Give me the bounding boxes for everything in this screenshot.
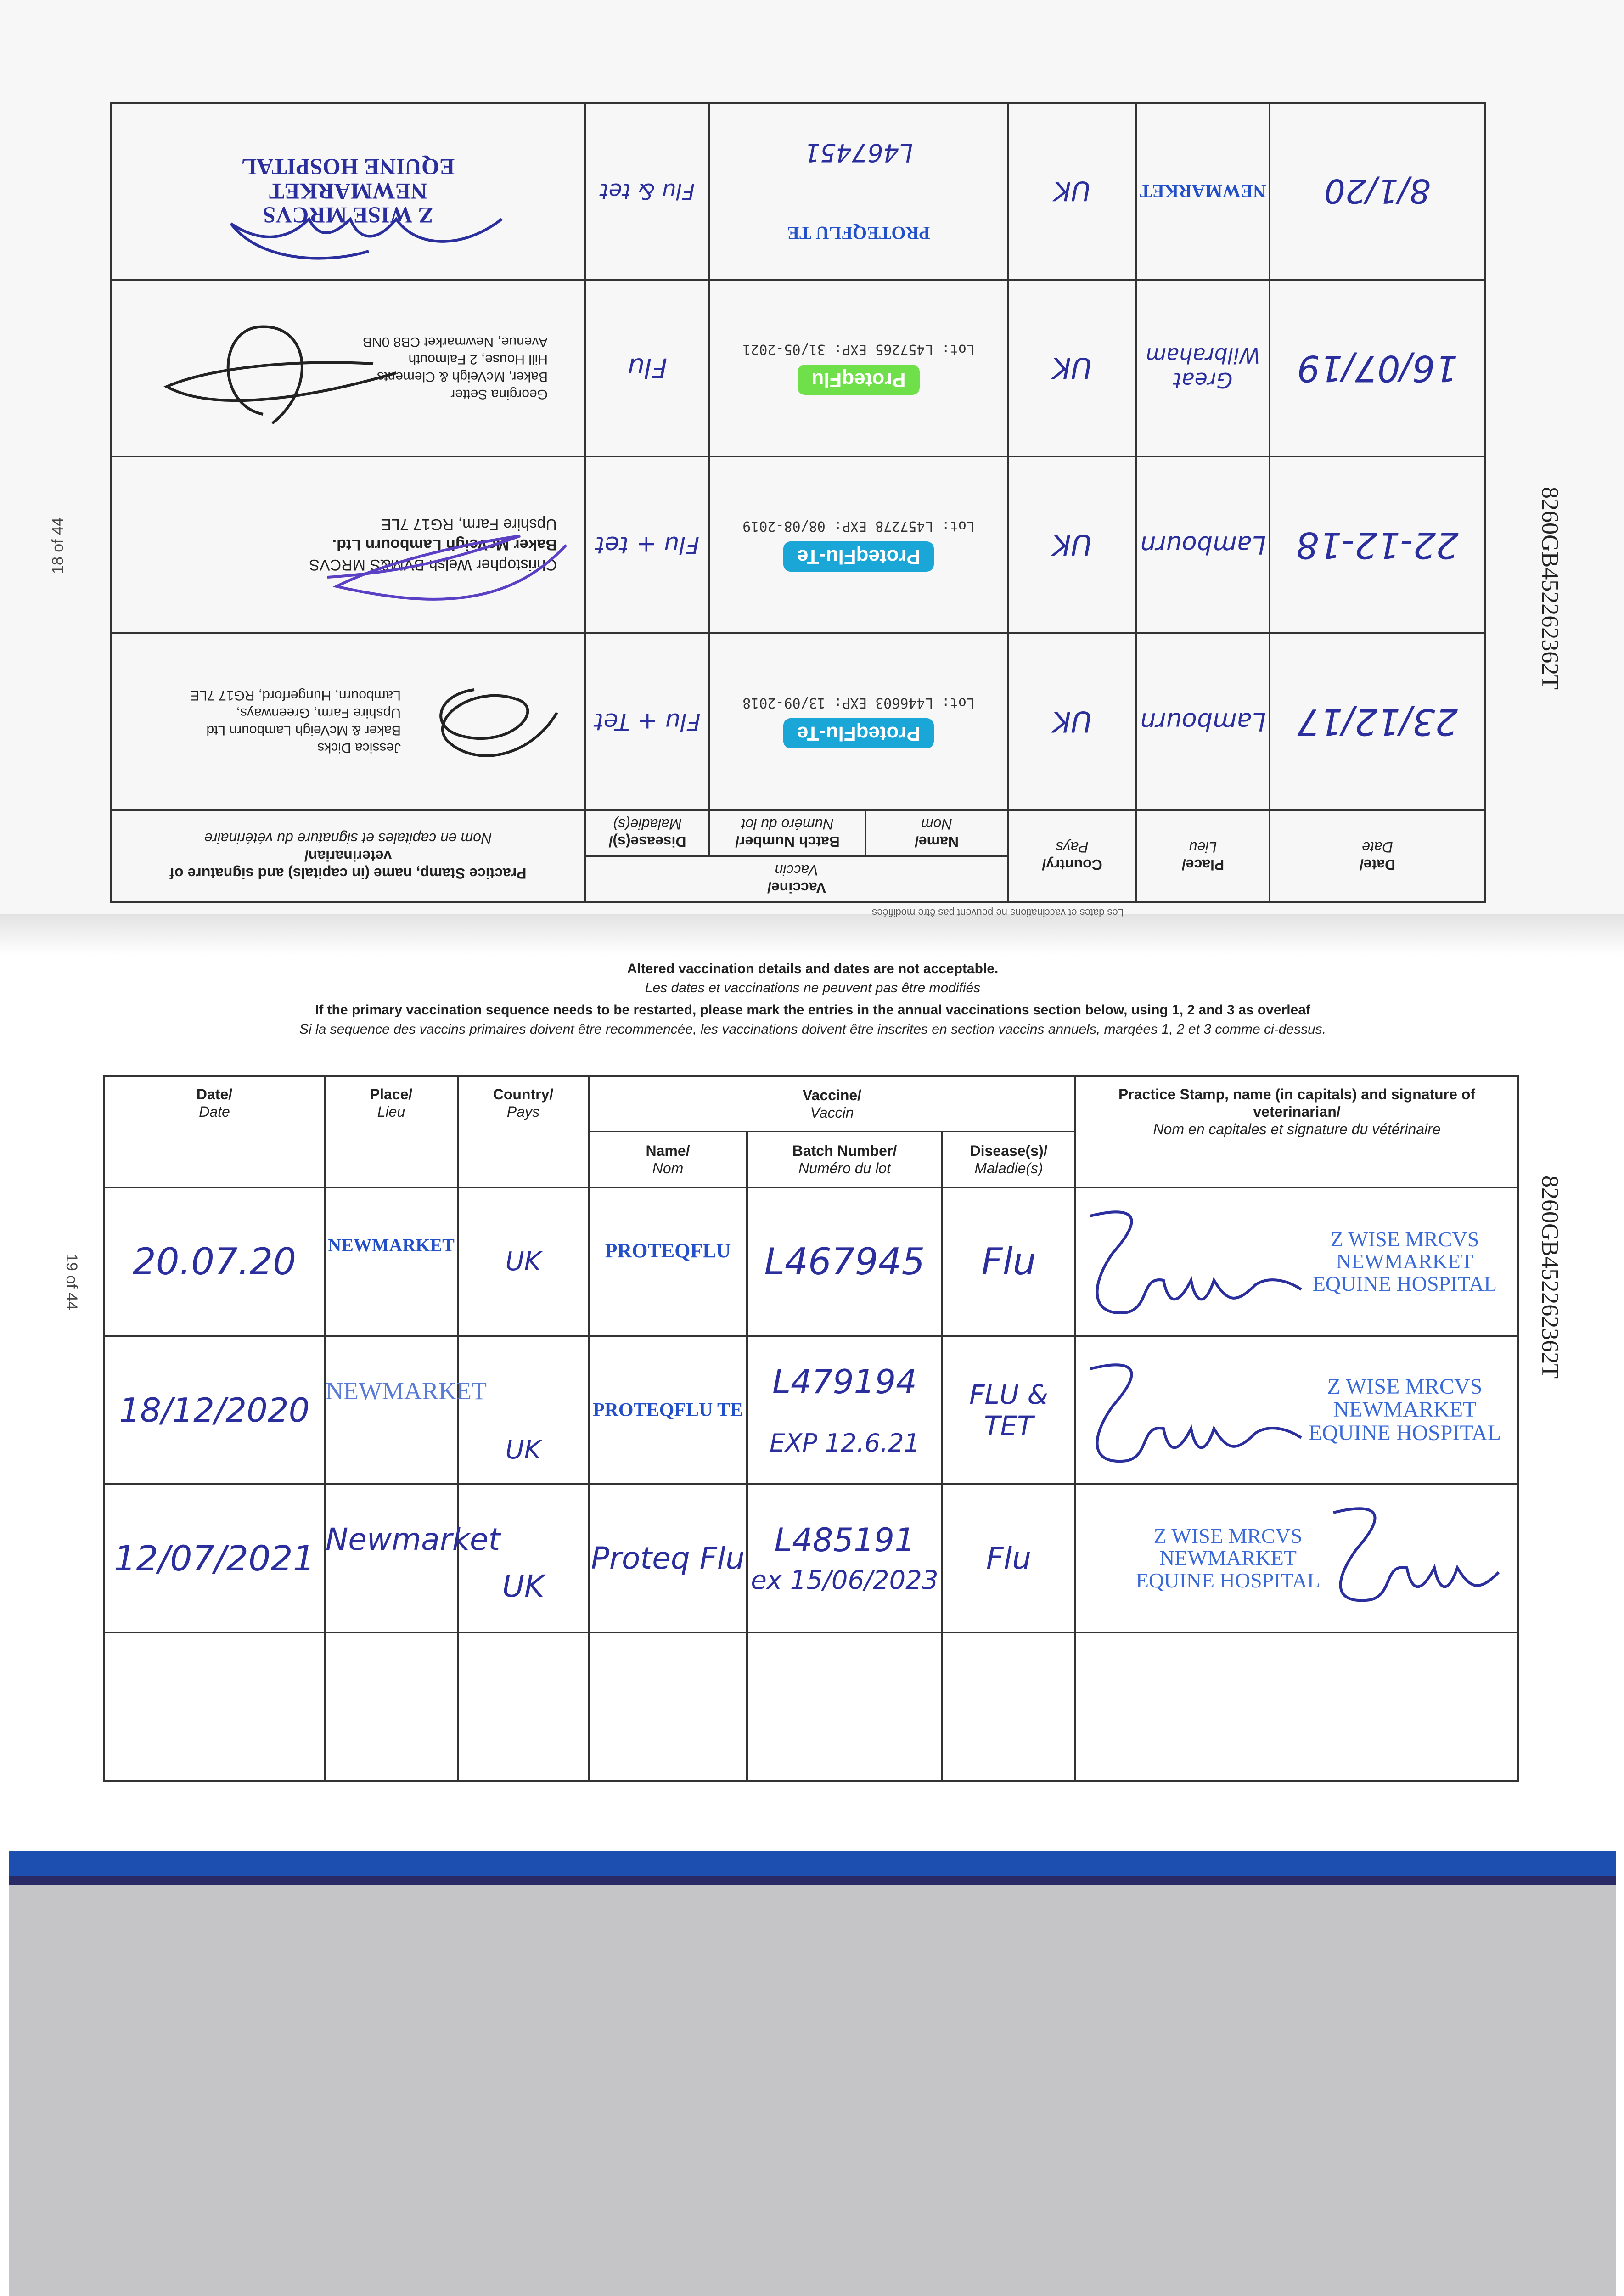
vaccine-name-stamp: PROTEQFLU TE	[787, 223, 930, 244]
bottom-page-number: 19 of 44	[63, 1254, 80, 1310]
header-date: Date/ Date	[104, 1076, 325, 1187]
stamp-cell	[1075, 1187, 1518, 1336]
stamp-cell	[1075, 1632, 1518, 1781]
country-cell: UK	[1008, 633, 1136, 810]
table-row	[111, 280, 1485, 456]
vaccine-name-cell: PROTEQFLU	[589, 1187, 747, 1336]
header-stamp: Practice Stamp, name (in capitals) and signature of veterinarian/ Nom en capitales et signature du vétérinaire	[1075, 1076, 1518, 1187]
disease-cell: Flu + tet	[585, 456, 709, 633]
place-cell: Lambourn	[1136, 456, 1270, 633]
header-vaccine: Vaccine/ Vaccin	[589, 1076, 1075, 1131]
place-cell	[325, 1632, 458, 1781]
country-cell: UK	[1008, 456, 1136, 633]
scanner-background	[9, 1885, 1616, 2296]
table-row	[111, 633, 1485, 810]
date-cell	[104, 1632, 325, 1781]
stamp-cell	[111, 456, 585, 633]
vaccine-sticker-cell	[709, 456, 1008, 633]
batch-cell	[747, 1336, 942, 1484]
batch-cell: L467945	[747, 1187, 942, 1336]
top-vaccination-table	[110, 102, 1486, 903]
table-row	[104, 1336, 1518, 1484]
signature	[415, 671, 566, 777]
header-country: Country/ Pays	[1008, 810, 1136, 902]
table-row	[111, 456, 1485, 633]
header-place: Place/ Lieu	[325, 1076, 458, 1187]
country-cell: UK	[458, 1484, 589, 1632]
disease-cell: Flu + Tet	[585, 633, 709, 810]
notice-line-2: Les dates et vaccinations ne peuvent pas être modifiés	[645, 980, 981, 996]
stamp-text: Z WISE MRCVS NEWMARKET EQUINE HOSPITAL	[1135, 1524, 1321, 1592]
batch-cell	[747, 1632, 942, 1781]
stamp-cell	[1075, 1484, 1518, 1632]
stamp-cell	[111, 633, 585, 810]
signature	[153, 304, 410, 442]
date-cell: 23/12/17	[1270, 633, 1485, 810]
stamp-text: Z WISE MRCVS NEWMARKET EQUINE HOSPITAL	[241, 154, 455, 229]
country-cell: UK	[1008, 280, 1136, 456]
stamp-text: Georgina Setter Baker, McVeigh & Clements Hill House, 2 Falmouth Avenue, Newmarket CB8 0NB	[363, 334, 548, 402]
disease-cell: Flu	[942, 1187, 1075, 1336]
place-cell: NEWMARKET	[1136, 103, 1270, 280]
notice-line-1: Altered vaccination details and dates are not acceptable.	[627, 961, 999, 976]
place-cell: Newmarket	[325, 1484, 458, 1632]
table-row	[104, 1484, 1518, 1632]
stamp-text: Christopher Welsh BVM&S MRCVS Baker McVeigh Lambourn Ltd. Upshire Farm, RG17 7LE	[309, 516, 557, 574]
header-disease: Disease(s)/ Maladie(s)	[585, 810, 709, 856]
header-name: Name/ Nom	[865, 810, 1008, 856]
stamp-text: Z WISE MRCVS NEWMARKET EQUINE HOSPITAL	[1309, 1374, 1501, 1445]
notice-line-4: Si la sequence des vaccins primaires doivent être recommencée, les vaccinations doivent être inscrites en section vaccins annuels, marqées 1, 2 et 3 comme ci-dessus.	[299, 1022, 1326, 1037]
signature	[1315, 1494, 1512, 1614]
disease-cell: Flu & tet	[585, 103, 709, 280]
table-row-empty	[104, 1632, 1518, 1781]
top-page-number: 18 of 44	[49, 518, 67, 574]
date-cell: 20.07.20	[104, 1187, 325, 1336]
vaccine-name-cell: PROTEQFLU TE	[589, 1336, 747, 1484]
serial-number-top: 8260GB452262362T	[1537, 487, 1563, 690]
header-country: Country/ Pays	[458, 1076, 589, 1187]
country-cell: UK	[1008, 103, 1136, 280]
country-cell: UK	[458, 1336, 589, 1484]
signature	[318, 522, 575, 614]
fold-note: Les dates et vaccinations ne peuvent pas être modifiées	[872, 907, 1124, 918]
header-name: Name/ Nom	[589, 1131, 747, 1187]
passport-cover-edge	[9, 1851, 1616, 1876]
header-batch: Batch Number/ Numéro du lot	[747, 1131, 942, 1187]
sticker-lot-line: Lot: L446603 EXP: 13/09-2018	[742, 695, 975, 711]
table-row	[111, 103, 1485, 280]
date-cell: 16/07/19	[1270, 280, 1485, 456]
batch-number: L479194	[772, 1362, 917, 1401]
header-stamp: Practice Stamp, name (in capitals) and signature of veterinarian/ Nom en capitales et signature du vétérinaire	[111, 810, 585, 902]
header-place: Place/ Lieu	[1136, 810, 1270, 902]
header-batch: Batch Number/ Numéro du lot	[709, 810, 865, 856]
stamp-cell	[1075, 1336, 1518, 1484]
batch-number: L467451	[804, 138, 913, 168]
stamp-cell	[111, 103, 585, 280]
signature	[1072, 1198, 1310, 1331]
vaccine-sticker-cell	[709, 633, 1008, 810]
date-cell: 22-12-18	[1270, 456, 1485, 633]
table-row	[104, 1187, 1518, 1336]
vaccine-sticker: ProteqFlu	[798, 365, 919, 395]
vaccine-sticker-cell	[709, 103, 1008, 280]
signature	[194, 196, 516, 270]
vaccine-sticker: ProteqFlu-Te	[783, 718, 934, 748]
date-cell: 12/07/2021	[104, 1484, 325, 1632]
vaccine-name-cell: Proteq Flu	[589, 1484, 747, 1632]
vaccine-sticker-cell	[709, 280, 1008, 456]
header-date: Date/ Date	[1270, 810, 1485, 902]
date-cell: 18/12/2020	[104, 1336, 325, 1484]
passport-cover-shadow	[9, 1876, 1616, 1885]
batch-number: L485191	[774, 1521, 915, 1559]
sticker-lot-line: Lot: L457265 EXP: 31/05-2021	[742, 341, 975, 357]
vaccine-name-cell	[589, 1632, 747, 1781]
batch-cell	[747, 1484, 942, 1632]
disease-cell: Flu	[942, 1484, 1075, 1632]
place-cell: Lambourn	[1136, 633, 1270, 810]
header-vaccine: Vaccine/ Vaccin	[585, 856, 1008, 902]
disease-cell: FLU & TET	[942, 1336, 1075, 1484]
bottom-vaccination-table	[103, 1075, 1519, 1782]
vaccine-sticker: ProteqFlu-Te	[783, 541, 934, 572]
upper-page-rotated	[0, 0, 1624, 932]
country-cell	[458, 1632, 589, 1781]
batch-expiry: ex 15/06/2023	[751, 1565, 938, 1595]
stamp-text: Z WISE MRCVS NEWMARKET EQUINE HOSPITAL	[1312, 1227, 1497, 1295]
serial-number-bottom: 8260GB452262362T	[1537, 1176, 1563, 1379]
signature	[1072, 1351, 1310, 1474]
place-cell: Great Wilbraham	[1136, 280, 1270, 456]
country-cell: UK	[458, 1187, 589, 1336]
stamp-text: Jessica Dicks Baker & McVeigh Lambourn Ltd Upshire Farm, Greenways, Lambourn, Hungerford, RG17 7LE	[190, 688, 401, 756]
stamp-cell	[111, 280, 585, 456]
disease-cell: Flu	[585, 280, 709, 456]
place-cell: NEWMARKET	[325, 1336, 458, 1484]
sticker-lot-line: Lot: L457278 EXP: 08/08-2019	[742, 518, 975, 534]
batch-expiry: EXP 12.6.21	[770, 1429, 920, 1458]
notice-line-3: If the primary vaccination sequence needs to be restarted, please mark the entries in the annual vaccinations section below, using 1, 2 and 3 as overleaf	[315, 1002, 1310, 1018]
header-disease: Disease(s)/ Maladie(s)	[942, 1131, 1075, 1187]
disease-cell	[942, 1632, 1075, 1781]
place-cell: NEWMARKET	[325, 1187, 458, 1336]
date-cell: 8/1/20	[1270, 103, 1485, 280]
